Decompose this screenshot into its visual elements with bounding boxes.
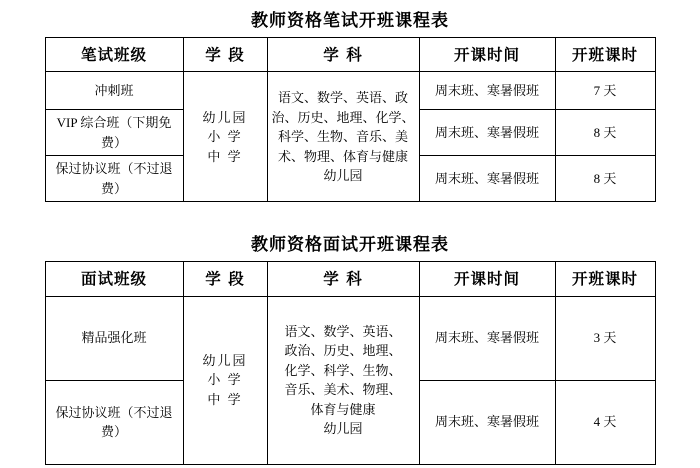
- course-table-block-interview: [0, 224, 700, 464]
- header-start-time: 开课时间: [419, 262, 555, 296]
- subject-line: 科学、生物、音乐、美: [277, 129, 408, 144]
- subject-line: 音乐、美术、物理、: [284, 382, 402, 397]
- cell-start-time: 周末班、寒暑假班: [419, 156, 555, 202]
- header-subject: 学 科: [267, 38, 419, 72]
- cell-hours: 8 天: [555, 110, 655, 156]
- cell-stage: [183, 296, 267, 464]
- cell-hours: 8 天: [555, 156, 655, 202]
- stage-line: 幼儿园: [202, 352, 248, 368]
- header-stage: 学 段: [183, 38, 267, 72]
- subject-line: 术、物理、体育与健康: [277, 148, 408, 164]
- table-title-interview: 教师资格面试开班课程表: [251, 235, 449, 256]
- header-start-time: 开课时间: [419, 38, 555, 72]
- stage-line: 小 学: [207, 372, 243, 388]
- table-title-written: 教师资格笔试开班课程表: [251, 11, 449, 31]
- stage-line: 幼儿园: [202, 109, 248, 125]
- cell-class-name: 保过协议班（不过退费）: [45, 380, 183, 464]
- cell-start-time: 周末班、寒暑假班: [419, 296, 555, 380]
- cell-subject: [267, 72, 419, 202]
- header-stage: 学 段: [183, 262, 267, 296]
- cell-start-time: 周末班、寒暑假班: [419, 110, 555, 156]
- cell-start-time: 周末班、寒暑假班: [419, 380, 555, 464]
- table-row: [45, 296, 655, 380]
- course-table-block-written: [0, 0, 700, 202]
- subject-line: 治、历史、地理、化学、: [271, 109, 415, 125]
- subject-line: 化学、科学、生物、: [284, 362, 402, 378]
- table-header-row: [45, 38, 655, 72]
- cell-stage: [183, 72, 267, 202]
- cell-start-time: 周末班、寒暑假班: [419, 72, 555, 110]
- table-gap-spacer: [0, 202, 700, 224]
- cell-hours: 3 天: [555, 296, 655, 380]
- subject-line: 体育与健康: [310, 401, 376, 417]
- subject-line: 语文、数学、英语、政: [277, 90, 408, 105]
- header-subject: 学 科: [267, 262, 419, 296]
- written-exam-course-table: [45, 37, 656, 202]
- interview-course-table: [45, 261, 656, 464]
- subject-line: 语文、数学、英语、: [284, 323, 402, 339]
- cell-class-name: VIP 综合班（下期免费）: [45, 110, 183, 156]
- stage-line: 中 学: [207, 148, 243, 164]
- table-header-row: [45, 262, 655, 296]
- stage-line: 中 学: [207, 391, 243, 407]
- table-row: [45, 72, 655, 110]
- cell-class-name: 精品强化班: [45, 296, 183, 380]
- stage-line: 小 学: [207, 129, 243, 144]
- header-class: 面试班级: [45, 262, 183, 296]
- header-hours: 开班课时: [555, 262, 655, 296]
- subject-line: 政治、历史、地理、: [284, 343, 402, 358]
- cell-hours: 7 天: [555, 72, 655, 110]
- cell-class-name: 保过协议班（不过退费）: [45, 156, 183, 202]
- subject-line: 幼儿园: [323, 421, 363, 436]
- cell-hours: 4 天: [555, 380, 655, 464]
- subject-line: 幼儿园: [323, 168, 363, 183]
- header-class: 笔试班级: [45, 38, 183, 72]
- header-hours: 开班课时: [555, 38, 655, 72]
- cell-subject: [267, 296, 419, 464]
- cell-class-name: 冲刺班: [45, 72, 183, 110]
